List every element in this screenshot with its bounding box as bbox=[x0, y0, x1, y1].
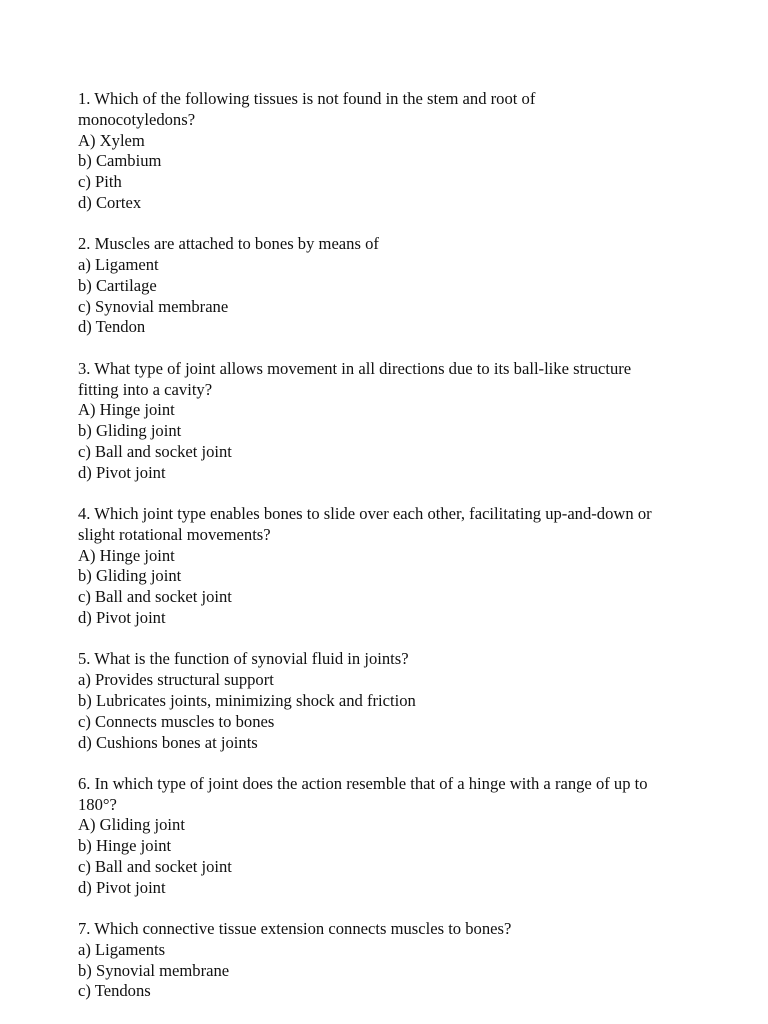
question-3-option-c: c) Ball and socket joint bbox=[78, 441, 232, 461]
question-3-option-b: b) Gliding joint bbox=[78, 421, 182, 441]
question-6-option-d: d) Pivot joint bbox=[78, 877, 166, 897]
question-4-option-c: c) Ball and socket joint bbox=[78, 587, 232, 607]
question-3-prompt-line-2: fitting into a cavity? bbox=[78, 379, 213, 399]
question-7-option-b: b) Synovial membrane bbox=[78, 960, 230, 980]
question-2-prompt-line-1: 2. Muscles are attached to bones by means of bbox=[78, 234, 379, 254]
question-4-option-d: d) Pivot joint bbox=[78, 608, 166, 628]
question-5-prompt-line-1: 5. What is the function of synovial fluid in joints? bbox=[78, 649, 409, 669]
question-2-option-b: b) Cartilage bbox=[78, 275, 157, 295]
question-1 bbox=[78, 89, 698, 214]
question-6-option-c: c) Ball and socket joint bbox=[78, 857, 232, 876]
question-6-prompt-line-2: 180°? bbox=[78, 794, 117, 814]
question-1-prompt-line-1: 1. Which of the following tissues is not found in the stem and root of bbox=[78, 89, 536, 108]
question-1-option-b: b) Cambium bbox=[78, 151, 162, 171]
question-7 bbox=[78, 919, 698, 1002]
question-5-option-d: d) Cushions bones at joints bbox=[78, 732, 258, 752]
document-page bbox=[78, 89, 698, 1023]
question-6-option-b: b) Hinge joint bbox=[78, 836, 172, 856]
question-2-option-c: c) Synovial membrane bbox=[78, 296, 229, 316]
question-1-option-c: c) Pith bbox=[78, 172, 122, 192]
question-3-option-a: A) Hinge joint bbox=[78, 400, 175, 420]
question-5-option-c: c) Connects muscles to bones bbox=[78, 711, 275, 731]
question-3-prompt-line-1: 3. What type of joint allows movement in all directions due to its ball-like structure bbox=[78, 358, 632, 378]
question-2-option-d: d) Tendon bbox=[78, 317, 146, 337]
question-1-prompt-line-2: monocotyledons? bbox=[78, 109, 196, 129]
question-4-prompt-line-2: slight rotational movements? bbox=[78, 524, 271, 544]
question-2 bbox=[78, 234, 698, 338]
question-7-option-c: c) Tendons bbox=[78, 981, 151, 1001]
question-5-option-b: b) Lubricates joints, minimizing shock and friction bbox=[78, 690, 416, 710]
question-1-option-a: A) Xylem bbox=[78, 130, 145, 150]
question-3 bbox=[78, 359, 698, 484]
question-1-option-d: d) Cortex bbox=[78, 192, 142, 212]
question-7-prompt-line-1: 7. Which connective tissue extension connects muscles to bones? bbox=[78, 919, 512, 939]
question-4-option-b: b) Gliding joint bbox=[78, 566, 182, 586]
question-6 bbox=[78, 774, 698, 899]
question-7-option-a: a) Ligaments bbox=[78, 939, 166, 959]
question-6-option-a: A) Gliding joint bbox=[78, 815, 185, 835]
question-5-option-a: a) Provides structural support bbox=[78, 670, 274, 690]
question-4-prompt-line-1: 4. Which joint type enables bones to slide over each other, facilitating up-and-down or bbox=[78, 504, 652, 524]
question-3-option-d: d) Pivot joint bbox=[78, 462, 166, 482]
question-5 bbox=[78, 649, 698, 753]
question-2-option-a: a) Ligament bbox=[78, 255, 159, 275]
question-4-option-a: A) Hinge joint bbox=[78, 545, 175, 565]
question-6-prompt-line-1: 6. In which type of joint does the action resemble that of a hinge with a range of up to bbox=[78, 773, 648, 793]
question-4 bbox=[78, 504, 698, 629]
